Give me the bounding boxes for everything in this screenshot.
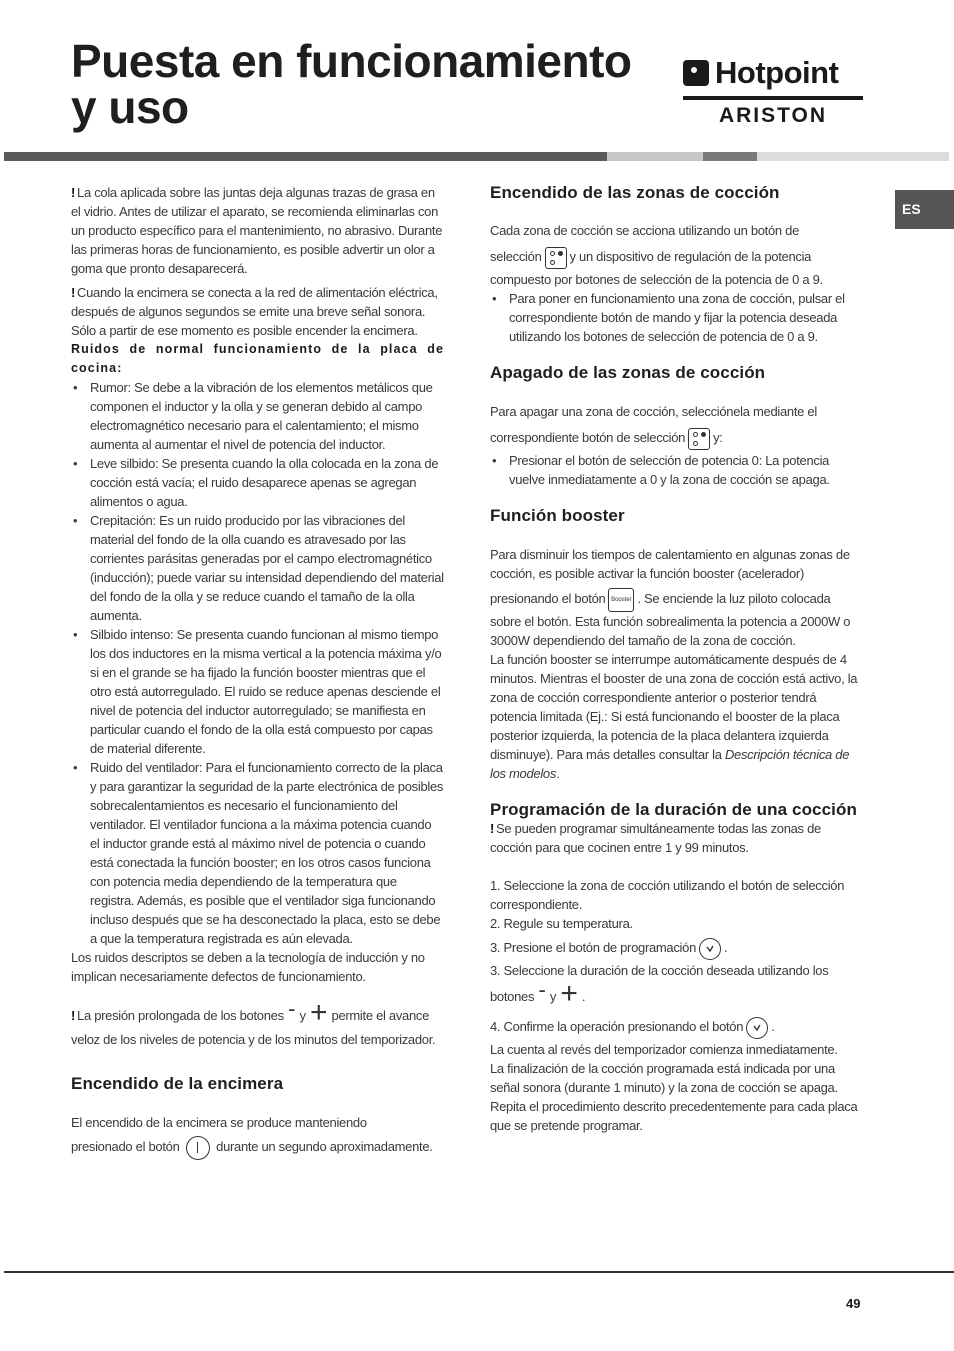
booster-text-3: sobre el botón. Esta función sobrealimenta la potencia a 2000W o 3000W dependiendo del tamaño de la zona de cocción.	[490, 614, 851, 648]
prog-step-2: 2. Regule su temperatura.	[490, 916, 633, 931]
footer-rule	[4, 1271, 954, 1273]
model-description-reference: Descripción técnica de los modelos	[490, 747, 850, 781]
spacer	[490, 857, 863, 876]
zones-on-text-3: compuesto por botones de selección de la potencia de 0 a 9.	[490, 272, 823, 287]
logo-square-icon	[683, 60, 709, 86]
prog-step-1: 1. Seleccione la zona de cocción utilizando el botón de selección correspondiente.	[490, 878, 845, 912]
zones-on-text-1: Cada zona de cocción se acciona utilizando un botón de	[490, 223, 800, 238]
header-bar-mid	[703, 152, 757, 161]
brand-logo	[683, 56, 863, 130]
spacer	[490, 489, 863, 506]
section-title-booster: Función booster	[490, 506, 625, 525]
list-item: • Crepitación: Es un ruido producido por las vibraciones del material del fondo de la olla cuando es atravesado por las corrientes parásitas generadas por el campo electromagnético (inducción); puede variar su intensidad dependiendo del material del fondo de la olla y se reduce cuando el tamaño de la olla aumenta.	[71, 511, 444, 625]
prog-text-2: La finalización de la cocción programada está indicada por una señal sonora (durante 1 minuto) y la zona de cocción se apaga.	[490, 1061, 838, 1095]
zones-off-text-2: correspondiente botón de selección y:	[490, 425, 863, 451]
section-title-encendido-zonas: Encendido de las zonas de cocción	[490, 183, 780, 202]
booster-text-1: Para disminuir los tiempos de calentamiento en algunas zonas de cocción, es posible activar la función booster (acelerador)	[490, 547, 850, 581]
encendido-encimera-text-2: presionado el botón durante un segundo aproximadamente.	[71, 1134, 444, 1160]
logo-sub-text: ARISTON	[718, 104, 828, 127]
note-power-connection: ! Cuando la encimera se conecta a la red de alimentación eléctrica, después de algunos segundos se emite una breve señal sonora. Sólo a partir de ese momento es posible encender la encimera.	[71, 285, 438, 338]
selection-button-icon	[545, 247, 567, 269]
minus-icon: -	[288, 996, 296, 1021]
power-button-icon	[186, 1136, 210, 1160]
page-title-line2: y uso	[71, 81, 189, 133]
prog-text-3: Repita el procedimiento descrito precedentemente para cada placa que se pretende programar.	[490, 1099, 858, 1133]
zones-off-text-1: Para apagar una zona de cocción, selecciónela mediante el	[490, 404, 817, 419]
exclamation-mark: !	[490, 821, 495, 836]
prog-text-1: La cuenta al revés del temporizador comienza inmediatamente.	[490, 1042, 838, 1057]
prog-step-4-cont: botones - y + .	[490, 977, 586, 1010]
booster-text-4: La función booster se interrumpe automáticamente después de 4 minutos. Mientras el booster de una zona de cocción está activo, la zona de cocción correspondiente anterior o posterior tendrá potencia limitada (Ej.: Si está funcionando el booster de la placa posterior izquierda, la potencia de la placa delantera izquierda disminuye). Para más detalles consultar la Descripción técnica de los modelos.	[490, 652, 858, 781]
zones-off-list	[490, 451, 863, 489]
booster-button-icon: Booster	[608, 588, 634, 612]
zones-on-list	[490, 289, 863, 346]
section-title-encendido-encimera: Encendido de la encimera	[71, 1074, 284, 1093]
plus-icon: +	[560, 977, 578, 1010]
left-column	[71, 183, 444, 1160]
noise-footer: Los ruidos descriptos se deben a la tecnología de inducción y no implican necesariamente defectos de funcionamiento.	[71, 950, 425, 984]
section-title-programacion: Programación de la duración de una cocción	[490, 800, 857, 819]
right-column	[490, 183, 863, 1135]
logo-top	[683, 56, 863, 90]
prog-step-3: 3. Presione el botón de programación .	[490, 935, 863, 961]
exclamation-mark: !	[71, 185, 76, 200]
timer-button-icon	[699, 938, 721, 960]
page-number: 49	[846, 1296, 861, 1311]
list-item: • Rumor: Se debe a la vibración de los elementos metálicos que componen el inductor y la olla y se generan debido al campo electromagnético necesario para el calentamiento; el mismo aumenta al aumentar el nivel de potencia del inductor.	[71, 378, 444, 454]
prog-step-5: 4. Confirme la operación presionando el botón .	[490, 1014, 863, 1040]
list-item: • Leve silbido: Se presenta cuando la olla colocada en la zona de cocción está vacía; el ruido desaparece apenas se agregan alimentos o agua.	[71, 454, 444, 511]
exclamation-mark: !	[71, 285, 76, 300]
encendido-encimera-text: El encendido de la encimera se produce manteniendo	[71, 1115, 367, 1130]
list-item: • Para poner en funcionamiento una zona de cocción, pulsar el correspondiente botón de mando y fijar la potencia deseada utilizando los botones de selección de potencia de 0 a 9.	[490, 289, 863, 346]
logo-divider	[683, 96, 863, 100]
minus-icon: -	[538, 977, 546, 1002]
noise-heading: Ruidos de normal funcionamiento de la placa de cocina:	[71, 342, 444, 375]
header-bar-dark	[4, 152, 607, 161]
header-bar-light	[607, 152, 703, 161]
list-item: • Ruido del ventilador: Para el funcionamiento correcto de la placa y para garantizar la seguridad de la parte electrónica de posibles sobrecalentamientos es necesario el funcionamiento del ventilador. El ventilador funciona a la máxima potencia cuando el inductor grande está al máximo nivel de potencia o cuando está conectada la función booster; en los otros casos funciona con potencia media dependiendo de la temperatura que registra. Además, es posible que el ventilador siga funcionando incluso después que se ha desconectado la placa, esto se debe a que la temperatura registrada es aún elevada.	[71, 758, 444, 948]
booster-text-2: presionando el botón Booster . Se enciende la luz piloto colocada	[490, 586, 863, 612]
prog-note: ! Se pueden programar simultáneamente todas las zonas de cocción para que cocinen entre 1 y 99 minutos.	[490, 821, 821, 855]
exclamation-mark: !	[71, 1008, 76, 1023]
section-title-apagado-zonas: Apagado de las zonas de cocción	[490, 363, 766, 382]
note-glue: ! La cola aplicada sobre las juntas deja algunas trazas de grasa en el vidrio. Antes de utilizar el aparato, se recomienda eliminarlas con un producto específico para el mantenimiento, no abrasivo. Durante las primeras horas de funcionamiento, es posible advertir un olor a goma que pronto desaparecerá.	[71, 185, 443, 276]
timer-button-icon	[746, 1017, 768, 1039]
noise-list	[71, 378, 444, 948]
list-item: • Silbido intenso: Se presenta cuando funcionan al mismo tiempo los dos inductores en la misma vertical a la potencia máxima y/o si en el grande se ha fijado la función booster mientras que el otro está autorregulado. El ruido se reduce apenas desciende el nivel de potencia del inductor autorregulado; se manifiesta en particular cuando el fondo de la olla está compuesto por capas de material diferente.	[71, 625, 444, 758]
language-tab: ES	[895, 190, 954, 229]
spacer	[490, 783, 863, 800]
page-title-line1: Puesta en funcionamiento	[71, 35, 632, 87]
zones-on-text-2: selección y un dispositivo de regulación de la potencia	[490, 244, 863, 270]
prog-step-4: 3. Seleccione la duración de la cocción deseada utilizando los	[490, 963, 829, 978]
plus-icon: +	[309, 996, 328, 1029]
logo-brand-text: Hotpoint	[715, 55, 839, 90]
page-title	[71, 35, 632, 133]
spacer	[71, 1052, 444, 1074]
note-long-press: ! La presión prolongada de los botones - y + permite el avance veloz de los niveles de potencia y de los minutos del temporizador.	[71, 996, 436, 1047]
header-bar-pale	[757, 152, 949, 161]
list-item: • Presionar el botón de selección de potencia 0: La potencia vuelve inmediatamente a 0 y la zona de cocción se apaga.	[490, 451, 863, 489]
selection-button-icon	[688, 428, 710, 450]
spacer	[490, 346, 863, 363]
